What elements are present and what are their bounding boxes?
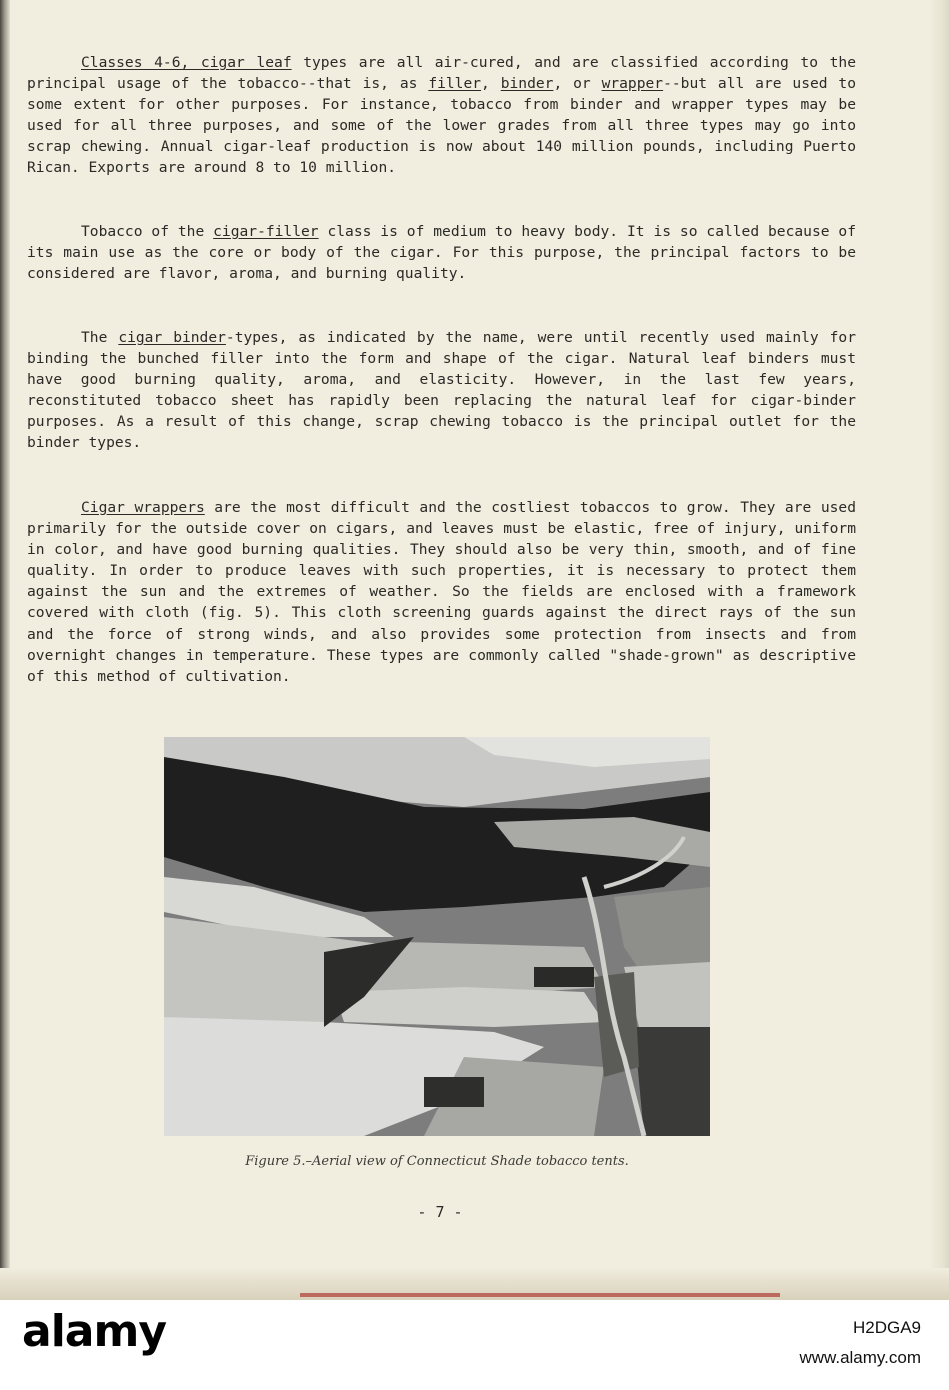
paragraph-cigar-filler: Tobacco of the cigar-filler class is of medium to heavy body. It is so called because of its main use as the core or body of the cigar. For this purpose, the principal factors to be considered are flavor, aroma, and burning quality.	[27, 223, 856, 283]
watermark-image-id: H2DGA9	[852, 1318, 921, 1337]
page-edge	[931, 0, 949, 1300]
term-cigar-binder: cigar binder	[118, 329, 226, 346]
figure-caption: Figure 5.–Aerial view of Connecticut Shade tobacco tents.	[245, 1154, 629, 1169]
page-number: - 7 -	[417, 1203, 463, 1221]
paragraph-cigar-leaf-classes: Classes 4-6, cigar leaf types are all air-cured, and are classified according to the principal usage of the tobacco--that is, as filler, binder, or wrapper--but all are used to some extent for other purposes. For instance, tobacco from binder and wrapper types may be used for all three purposes, and some of the lower grades from all three types may go into scrap chewing. Annual cigar-leaf production is now about 140 million pounds, including Puerto Rican. Exports are around 8 to 10 million.	[27, 54, 857, 177]
paragraph-cigar-binder: The cigar binder-types, as indicated by the name, were until recently used mainly for binding the bunched filler into the form and shape of the cigar. Natural leaf binders must have good burning quality, aroma, and elasticity. However, in the last few years, reconstituted tobacco sheet has rapidly been replacing the natural leaf for cigar-binder purposes. As a result of this change, scrap chewing tobacco is the principal outlet for the binder types.	[27, 329, 856, 452]
watermark-logo: alamy	[22, 1306, 166, 1357]
aerial-photo-figure	[164, 737, 710, 1136]
term-wrapper: wrapper	[601, 75, 664, 93]
term-binder: binder	[500, 75, 554, 93]
aerial-photo-image	[164, 737, 710, 1136]
book-spine-shadow	[0, 0, 10, 1300]
term-cigar-filler: cigar-filler	[213, 223, 319, 240]
term-cigar-wrappers: Cigar wrappers	[81, 499, 205, 516]
watermark-url: www.alamy.com	[799, 1348, 921, 1367]
term-filler: filler	[428, 75, 482, 93]
paragraph-cigar-wrappers: Cigar wrappers are the most difficult and the costliest tobaccos to grow. They are used primarily for the outside cover on cigars, and leaves must be elastic, free of injury, uniform in color, and have good burning qualities. They should also be very thin, smooth, and of fine quality. In order to produce leaves with such properties, it is necessary to protect them against the sun and the extremes of weather. So the fields are enclosed with a framework covered with cloth (fig. 5). This cloth screening guards against the direct rays of the sun and the force of strong winds, and also provides some protection from insects and from overnight changes in temperature. These types are commonly called "shade-grown" as descriptive of this method of cultivation.	[27, 499, 856, 685]
term-classes-cigar-leaf: Classes 4-6, cigar leaf	[81, 54, 292, 71]
cover-strip	[300, 1293, 780, 1297]
